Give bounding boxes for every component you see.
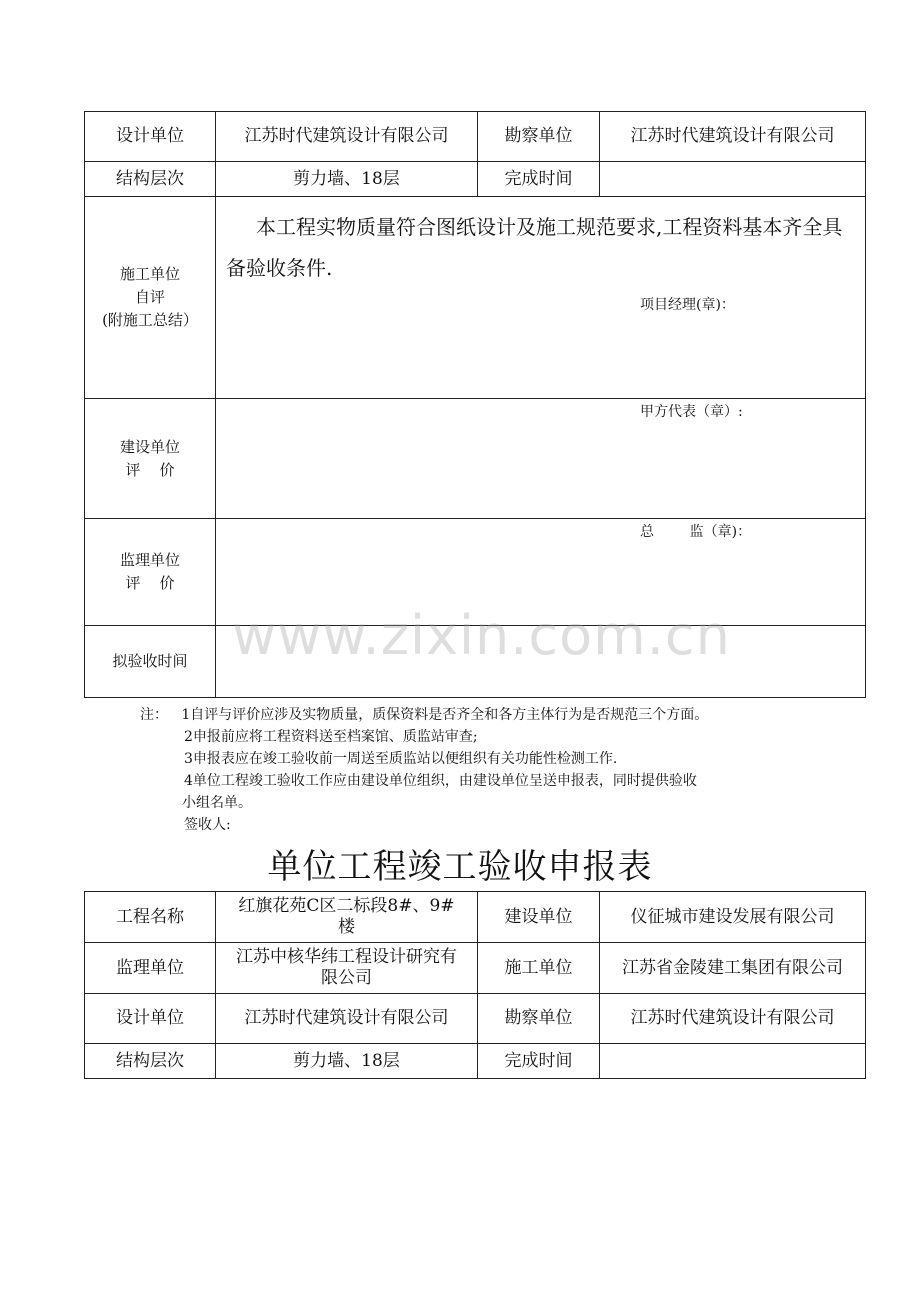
supervisor-unit-label: 监理单位 bbox=[85, 943, 216, 994]
design-unit-value: 江苏时代建筑设计有限公司 bbox=[216, 112, 478, 162]
contractor-self-eval-label bbox=[85, 197, 216, 399]
supervisor-evaluation-content bbox=[216, 519, 866, 626]
project-name-label: 工程名称 bbox=[85, 892, 216, 943]
survey-unit-label-2: 勘察单位 bbox=[478, 994, 600, 1044]
owner-label-line2: 评 价 bbox=[125, 460, 175, 479]
completion-time-value-2 bbox=[600, 1044, 866, 1079]
contractor-unit-label: 施工单位 bbox=[478, 943, 600, 994]
supervisor-label-line1: 监理单位 bbox=[119, 551, 180, 569]
note-3: 3申报表应在竣工验收前一周送至质监站以便组织有关功能性检测工作. bbox=[184, 751, 618, 767]
owner-unit-label: 建设单位 bbox=[478, 892, 600, 943]
structure-label-2: 结构层次 bbox=[85, 1044, 216, 1079]
note-4-continued: 小组名单。 bbox=[182, 795, 252, 811]
owner-representative-signature: 甲方代表（章）: bbox=[640, 404, 743, 420]
completion-time-value bbox=[600, 162, 866, 197]
contractor-self-eval-text: 本工程实物质量符合图纸设计及施工规范要求,工程资料基本齐全具备验收条件. bbox=[226, 215, 843, 280]
note-1: 注： 1自评与评价应涉及实物质量，质保资料是否齐全和各方主体行为是否规范三个方面。 bbox=[140, 707, 709, 723]
survey-unit-value-2: 江苏时代建筑设计有限公司 bbox=[600, 994, 866, 1044]
contractor-label-line1: 施工单位 bbox=[119, 265, 180, 283]
notes-prefix: 注： bbox=[140, 707, 168, 723]
structure-value: 剪力墙、18层 bbox=[216, 162, 478, 197]
acceptance-report-table-top bbox=[84, 111, 866, 698]
structure-label: 结构层次 bbox=[85, 162, 216, 197]
structure-value-2: 剪力墙、18层 bbox=[216, 1044, 478, 1079]
survey-unit-value: 江苏时代建筑设计有限公司 bbox=[600, 112, 866, 162]
completion-time-label: 完成时间 bbox=[478, 162, 600, 197]
contractor-label-line2: 自评 bbox=[134, 288, 165, 306]
owner-evaluation-label bbox=[85, 399, 216, 519]
contractor-self-eval-content bbox=[216, 197, 866, 399]
document-title: 单位工程竣工验收申报表 bbox=[267, 847, 653, 887]
contractor-label-line3: (附施工总结） bbox=[102, 311, 198, 329]
receiver-signature: 签收人: bbox=[184, 817, 231, 833]
completion-time-label-2: 完成时间 bbox=[478, 1044, 600, 1079]
owner-label-line1: 建设单位 bbox=[119, 437, 180, 456]
contractor-unit-value: 江苏省金陵建工集团有限公司 bbox=[600, 943, 866, 994]
design-unit-value-2: 江苏时代建筑设计有限公司 bbox=[216, 994, 478, 1044]
note-4: 4单位工程竣工验收工作应由建设单位组织，由建设单位呈送申报表，同时提供验收 bbox=[184, 773, 697, 789]
note-2: 2申报前应将工程资料送至档案馆、质监站审查; bbox=[184, 729, 478, 745]
planned-acceptance-time-label: 拟验收时间 bbox=[85, 626, 216, 698]
owner-evaluation-content bbox=[216, 399, 866, 519]
acceptance-report-table-bottom bbox=[84, 891, 866, 1079]
design-unit-label: 设计单位 bbox=[85, 112, 216, 162]
project-manager-signature: 项目经理(章)： bbox=[640, 297, 735, 313]
project-name-value: 红旗花苑C区二标段8#、9#楼 bbox=[216, 892, 478, 943]
supervisor-label-line2: 评 价 bbox=[125, 574, 175, 592]
notes-section bbox=[140, 704, 708, 836]
survey-unit-label: 勘察单位 bbox=[478, 112, 600, 162]
supervisor-evaluation-label bbox=[85, 519, 216, 626]
owner-unit-value: 仪征城市建设发展有限公司 bbox=[600, 892, 866, 943]
planned-acceptance-time-value bbox=[216, 626, 866, 698]
watermark: www.zixin.com.cn bbox=[232, 604, 731, 667]
design-unit-label-2: 设计单位 bbox=[85, 994, 216, 1044]
chief-supervisor-signature: 总 监（章)： bbox=[640, 524, 752, 540]
supervisor-unit-value: 江苏中核华纬工程设计研究有限公司 bbox=[216, 943, 478, 994]
